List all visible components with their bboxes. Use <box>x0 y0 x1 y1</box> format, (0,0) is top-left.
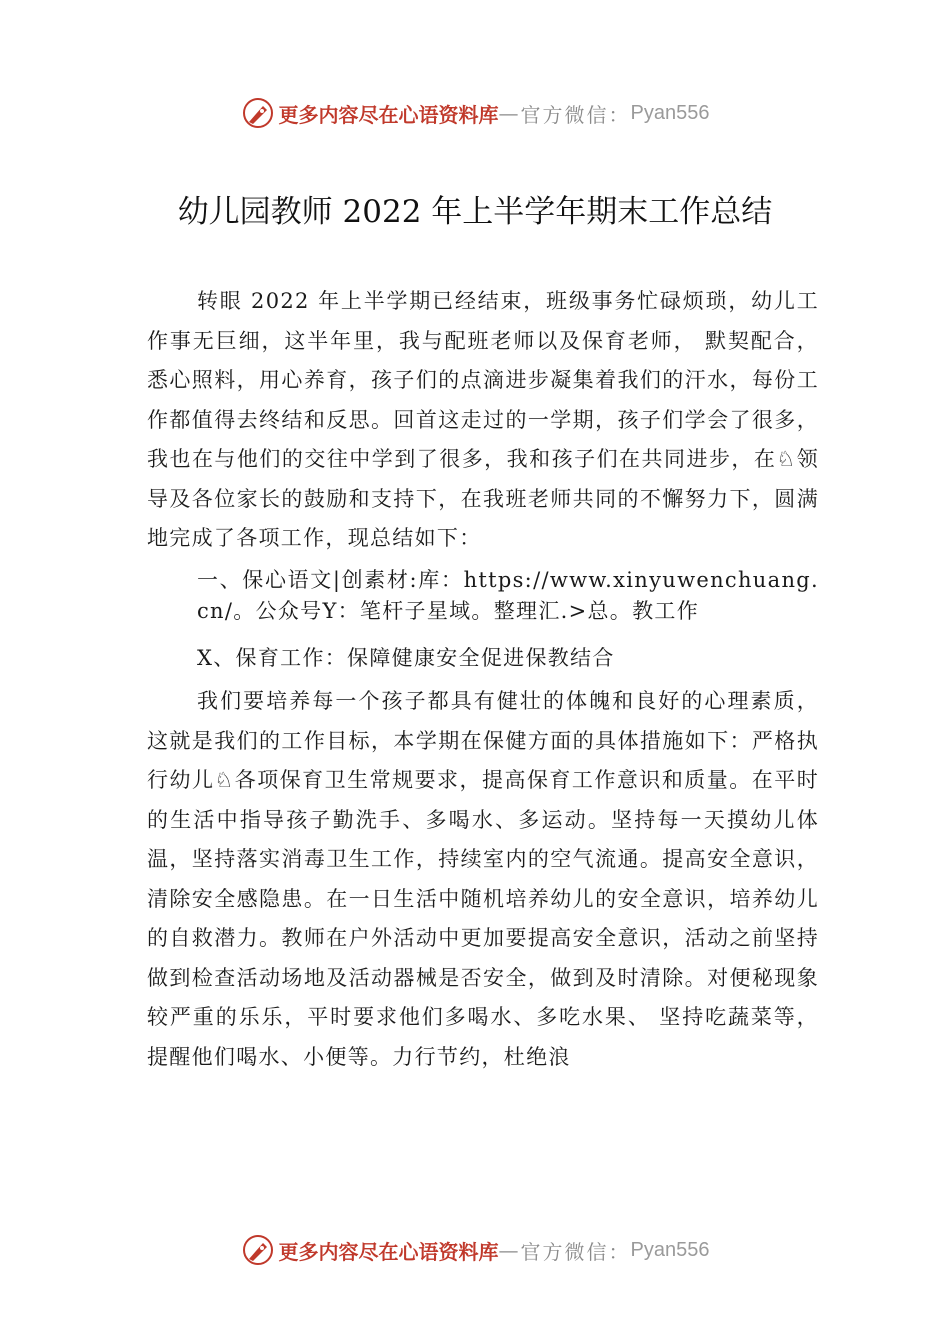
banner-dash: — <box>498 101 521 125</box>
section1-heading: 一、保心语文|创素材:库：https://www.xinyuwenchuang.cn/。公众号Y：笔杆子星域。整理汇.>总。教工作 <box>197 567 819 623</box>
banner-red-text: 更多内容尽在心语资料库 <box>278 1239 499 1264</box>
banner-red-text: 更多内容尽在心语资料库 <box>278 102 499 127</box>
document-body <box>147 282 819 1077</box>
pen-nib-logo-icon <box>241 1233 275 1267</box>
document-title: 幼儿园教师 2022 年上半学年期末工作总结 <box>177 194 773 230</box>
intro-paragraph: 转眼 2022 年上半学期已经结束，班级事务忙碌烦琐，幼儿工作事无巨细，这半年里，我与配班老师以及保育老师， 默契配合，悉心照料，用心养育，孩子们的点滴进步凝集着我们的汗水，每份工作都值得去终结和反思。回首这走过的一学期，孩子们学会了很多，我也在与他们的交往中学到了很多，我和孩子们在共同进步，在♘领导及各位家长的鼓励和支持下，在我班老师共同的不懈努力下，圆满地完成了各项工作，现总结如下： <box>147 289 819 550</box>
section2-heading: X、保育工作：保障健康安全促进保教结合 <box>197 645 615 670</box>
banner-gray-text: 官方微信： <box>520 1239 631 1264</box>
body-paragraph: 我们要培养每一个孩子都具有健壮的体魄和良好的心理素质，这就是我们的工作目标，本学期在保健方面的具体措施如下：严格执行幼儿♘各项保育卫生常规要求，提高保育工作意识和质量。在平时的生活中指导孩子勤洗手、多喝水、多运动。坚持每一天摸幼儿体温，坚持落实消毒卫生工作，持续室内的空气流通。提高安全意识，清除安全感隐患。在一日生活中随机培养幼儿的安全意识，培养幼儿的自救潜力。教师在户外活动中更加要提高安全意识，活动之前坚持做到检查活动场地及活动器械是否安全，做到及时清除。对便秘现象较严重的乐乐，平时要求他们多喝水、多吃水果、 坚持吃蔬菜等，提醒他们喝水、小便等。力行节约，杜绝浪 <box>147 689 819 1069</box>
pen-nib-logo-icon <box>241 96 275 130</box>
banner-dash: — <box>498 1238 521 1262</box>
banner-wechat-id: Pyan556 <box>630 1238 710 1261</box>
banner-gray-text: 官方微信： <box>520 102 631 127</box>
banner-wechat-id: Pyan556 <box>630 101 710 124</box>
header-banner <box>0 96 950 130</box>
footer-banner <box>0 1233 950 1267</box>
